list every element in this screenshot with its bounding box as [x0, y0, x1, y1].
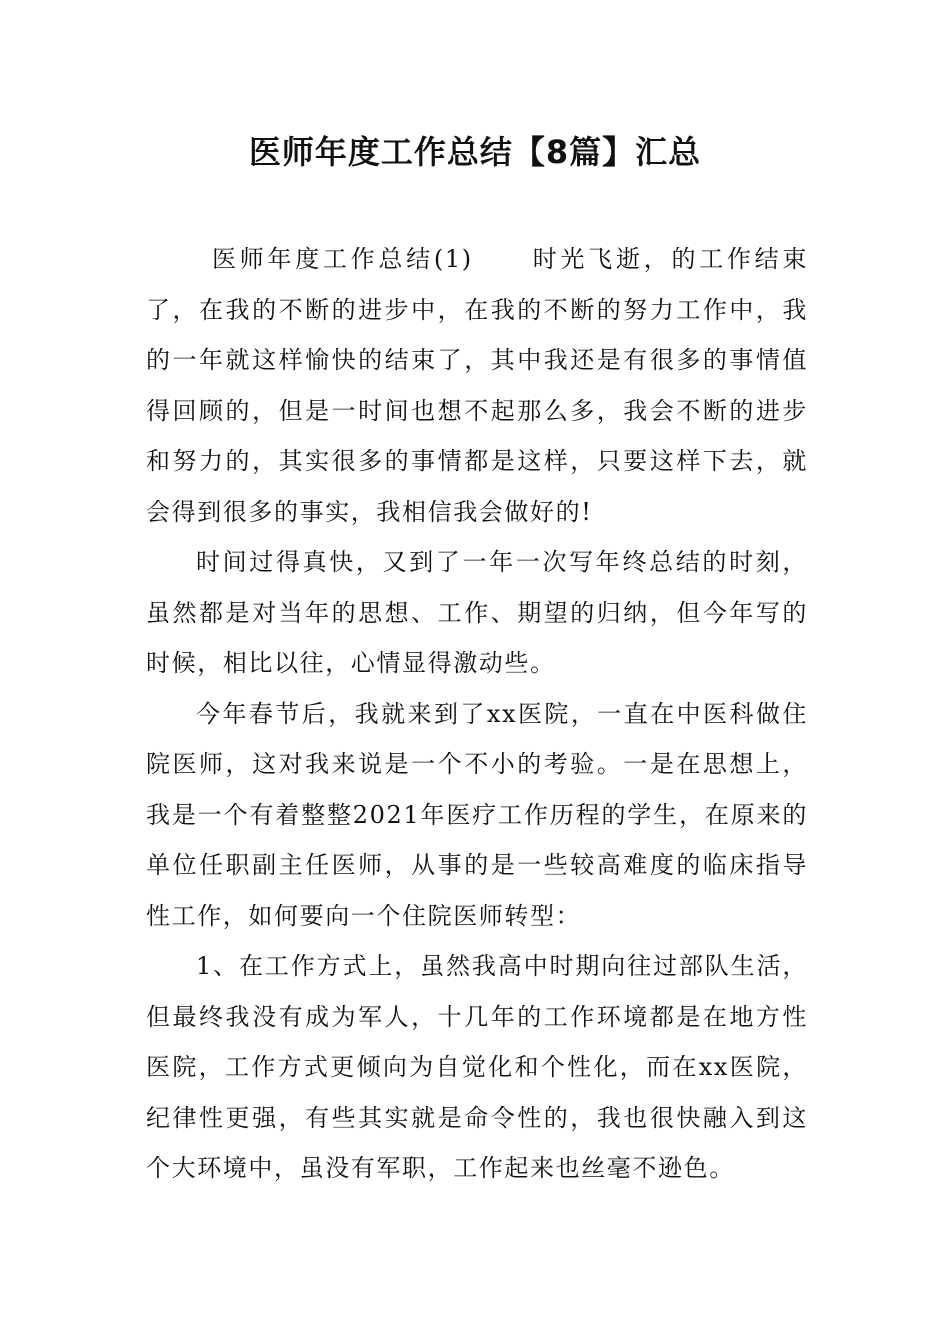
paragraph-1-lead: 医师年度工作总结(1) [212, 245, 473, 273]
document-body [146, 234, 808, 1194]
paragraph-4: 1、在工作方式上，虽然我高中时期向往过部队生活，但最终我没有成为军人，十几年的工作环境都是在地方性医院，工作方式更倾向为自觉化和个性化，而在xx医院，纪律性更强，有些其实就是命令性的，我也很快融入到这个大环境中，虽没有军职，工作起来也丝毫不逊色。 [146, 952, 808, 1182]
paragraph-2: 时间过得真快，又到了一年一次写年终总结的时刻，虽然都是对当年的思想、工作、期望的归纳，但今年写的时候，相比以往，心情显得激动些。 [146, 548, 808, 677]
paragraph-1 [146, 234, 808, 537]
paragraph-1-text: 时光飞逝，的工作结束了，在我的不断的进步中，在我的不断的努力工作中，我的一年就这样愉快的结束了，其中我还是有很多的事情值得回顾的，但是一时间也想不起那么多，我会不断的进步和努力的，其实很多的事情都是这样，只要这样下去，就会得到很多的事实，我相信我会做好的! [146, 245, 808, 526]
paragraph-3: 今年春节后，我就来到了xx医院，一直在中医科做住院医师，这对我来说是一个不小的考验。一是在思想上，我是一个有着整整2021年医疗工作历程的学生，在原来的单位任职副主任医师，从事的是一些较高难度的临床指导性工作，如何要向一个住院医师转型： [146, 699, 808, 930]
document-title: 医师年度工作总结【8篇】汇总 [248, 133, 702, 171]
